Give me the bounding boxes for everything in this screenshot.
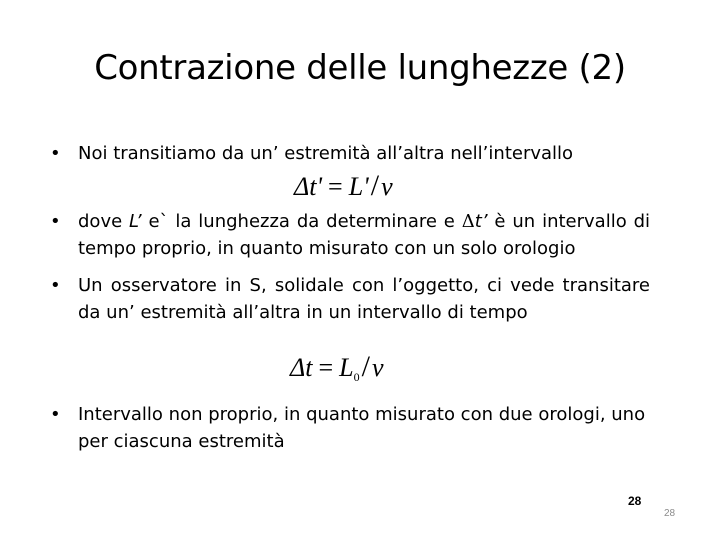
formula-improper-time-sub: 0 — [353, 370, 360, 384]
bullet-definition — [50, 208, 650, 262]
bullet-definition-text — [78, 208, 650, 262]
bullet-dot: • — [50, 143, 61, 164]
delta-symbol: Δ — [461, 211, 475, 232]
bullet-definition-part3: è un intervallo di tempo proprio, in quanto misurato con un solo orologio — [78, 211, 651, 259]
formula-proper-time-lhs: Δt' — [294, 172, 323, 201]
bullet-observer-text: Un osservatore in S, solidale con l’oggetto, ci vede transitare da un’ estremità all’altra in un intervallo di tempo — [78, 275, 650, 323]
bullet-transit — [50, 140, 650, 167]
bullet-transit-text: Noi transitiamo da un’ estremità all’altra nell’intervallo — [78, 143, 574, 164]
bullet-dot: • — [50, 404, 61, 425]
formula-improper-time — [290, 352, 384, 392]
formula-proper-time-eq: = — [328, 172, 343, 201]
formula-improper-time-den: v — [371, 353, 384, 382]
page-number-footer: 28 — [664, 508, 676, 519]
page-number: 28 — [628, 494, 642, 508]
bullet-observer — [50, 272, 650, 326]
formula-improper-time-num: L — [339, 353, 354, 382]
var-t-prime: t’ — [474, 211, 488, 232]
formula-proper-time-num: L' — [348, 172, 369, 201]
bullet-dot: • — [50, 275, 61, 296]
formula-improper-time-slash: / — [361, 350, 370, 383]
bullet-definition-part1: dove — [78, 211, 130, 232]
bullet-dot: • — [50, 211, 61, 232]
bullet-improper-text: Intervallo non proprio, in quanto misurato con due orologi, uno per ciascuna estremità — [78, 404, 646, 452]
formula-improper-time-eq: = — [318, 353, 334, 382]
formula-proper-time — [294, 171, 393, 202]
var-l-prime: L’ — [129, 211, 142, 232]
bullet-definition-part2: e` la lunghezza da determinare e — [141, 211, 462, 232]
formula-proper-time-slash: / — [370, 169, 380, 202]
slide-title: Contrazione delle lunghezze (2) — [94, 48, 626, 88]
formula-proper-time-den: v — [381, 172, 393, 201]
formula-improper-time-lhs: Δt — [290, 353, 313, 382]
bullet-improper — [50, 401, 650, 455]
